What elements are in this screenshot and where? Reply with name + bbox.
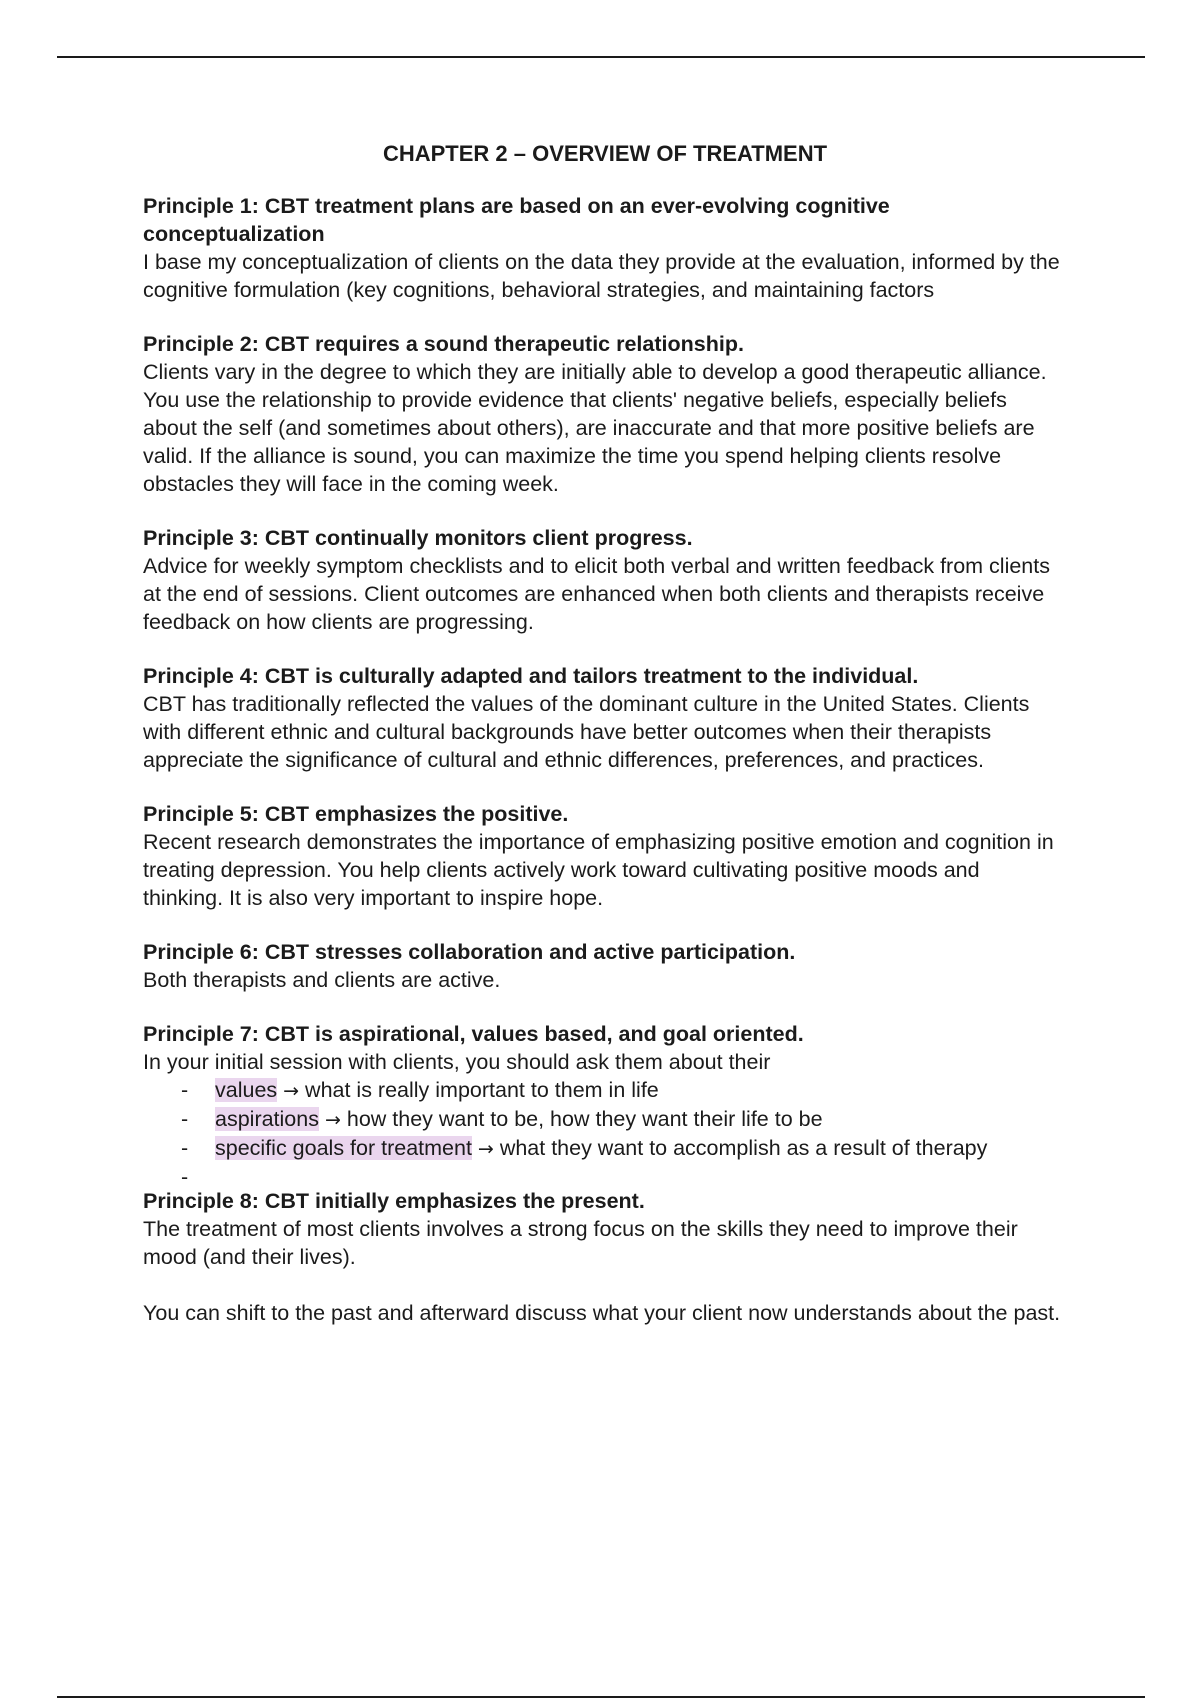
principle-paragraph: You can shift to the past and afterward discuss what your client now understands about the past. (143, 1301, 1061, 1325)
highlighted-term: specific goals for treatment (215, 1136, 472, 1160)
principle-heading: Principle 4: CBT is culturally adapted and tailors treatment to the individual. (143, 664, 919, 688)
highlighted-term: aspirations (215, 1107, 319, 1131)
list-item-description: what is really important to them in life (305, 1078, 659, 1102)
principle-3 (143, 524, 1063, 636)
list-item (143, 1105, 1063, 1134)
principle-heading: Principle 8: CBT initially emphasizes the present. (143, 1189, 645, 1213)
principle-5 (143, 800, 1063, 912)
chapter-title: CHAPTER 2 – OVERVIEW OF TREATMENT (382, 141, 828, 166)
list-item (143, 1134, 1063, 1163)
principle-8 (143, 1187, 1063, 1327)
top-rule (57, 56, 1145, 58)
principle-paragraph: You use the relationship to provide evidence that clients' negative beliefs, especially beliefs about the self (and sometimes about others), are inaccurate and that more positive beliefs are valid. If the alliance is sound, you can maximize the time you spend helping clients resolve obstacles they will face in the coming week. (143, 388, 1035, 496)
document-body (143, 140, 1063, 1353)
principle-heading: Principle 3: CBT continually monitors client progress. (143, 526, 693, 550)
list-item-description: what they want to accomplish as a result of therapy (499, 1136, 988, 1160)
arrow-right-icon: → (477, 1138, 494, 1160)
arrow-right-icon: → (283, 1080, 300, 1102)
spacer (143, 1271, 1063, 1299)
principle-paragraph: Recent research demonstrates the importance of emphasizing positive emotion and cognition in treating depression. You help clients actively work toward cultivating positive moods and thinking. It is also very important to inspire hope. (143, 830, 1054, 910)
principle-7 (143, 1020, 1063, 1187)
arrow-right-icon: → (324, 1109, 341, 1131)
principle-paragraph: The treatment of most clients involves a strong focus on the skills they need to improve their mood (and their lives). (143, 1217, 1018, 1269)
principle-1 (143, 192, 1063, 304)
principle-paragraph: Advice for weekly symptom checklists and to elicit both verbal and written feedback from clients at the end of sessions. Client outcomes are enhanced when both clients and therapists receive feedback on how clients are progressing. (143, 554, 1050, 634)
principle-paragraph: Clients vary in the degree to which they are initially able to develop a good therapeutic alliance. (143, 360, 1047, 384)
bottom-rule (57, 1696, 1145, 1698)
list-item (143, 1076, 1063, 1105)
list-item-description: how they want to be, how they want their life to be (346, 1107, 823, 1131)
empty-list-item (143, 1163, 1063, 1187)
principle-paragraph: CBT has traditionally reflected the values of the dominant culture in the United States. Clients with different ethnic and cultural backgrounds have better outcomes when their therapists appreciate the significance of cultural and ethnic differences, preferences, and practices. (143, 692, 1030, 772)
principle-heading: Principle 5: CBT emphasizes the positive. (143, 802, 569, 826)
highlighted-term: values (215, 1078, 278, 1102)
principle-4 (143, 662, 1063, 774)
principle-2 (143, 330, 1063, 498)
principle-heading: Principle 7: CBT is aspirational, values based, and goal oriented. (143, 1022, 804, 1046)
principle-paragraph: I base my conceptualization of clients on the data they provide at the evaluation, informed by the cognitive formulation (key cognitions, behavioral strategies, and maintaining factors (143, 250, 1060, 302)
principle-paragraph: Both therapists and clients are active. (143, 968, 501, 992)
principle-6 (143, 938, 1063, 994)
principle-heading: Principle 6: CBT stresses collaboration and active participation. (143, 940, 796, 964)
principle-intro: In your initial session with clients, you should ask them about their (143, 1050, 771, 1074)
principle-heading: Principle 1: CBT treatment plans are based on an ever-evolving cognitive conceptualization (143, 194, 890, 246)
goals-list (143, 1076, 1063, 1187)
principle-heading: Principle 2: CBT requires a sound therapeutic relationship. (143, 332, 744, 356)
